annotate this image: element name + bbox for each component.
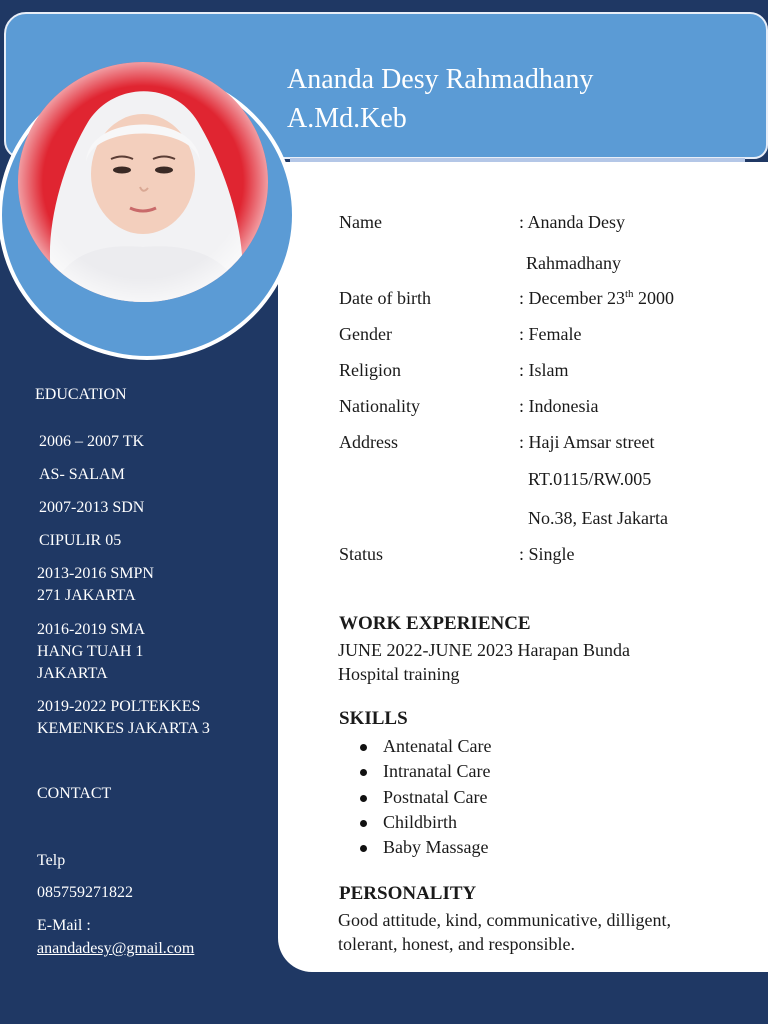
status-value: : Single <box>519 544 575 564</box>
gender-label: Gender <box>339 324 392 344</box>
address-label: Address <box>339 432 398 452</box>
content-panel-corner <box>290 185 768 205</box>
religion-label: Religion <box>339 360 401 380</box>
skills-list <box>356 734 491 860</box>
header-title <box>287 60 593 138</box>
work-line2: Hospital training <box>338 664 460 684</box>
address-line1: : Haji Amsar street <box>519 432 655 452</box>
education-line: 2019-2022 POLTEKKES <box>37 698 201 715</box>
name-value-cont: Rahmadhany <box>526 253 621 273</box>
skill-item: Childbirth <box>356 810 491 835</box>
address-line2: RT.0115/RW.005 <box>528 469 652 489</box>
education-title: EDUCATION <box>35 386 127 403</box>
sidebar <box>0 0 278 1024</box>
contact-title: CONTACT <box>37 785 112 802</box>
dob-value: : December 23th 2000 <box>519 288 675 308</box>
nationality-label: Nationality <box>339 396 420 416</box>
work-title: WORK EXPERIENCE <box>339 613 531 634</box>
email-link[interactable]: anandadesy@gmail.com <box>37 940 195 957</box>
education-line: 2013-2016 SMPN <box>37 565 154 582</box>
education-line: CIPULIR 05 <box>39 532 122 549</box>
content-panel <box>278 162 768 972</box>
personality-title: PERSONALITY <box>339 883 477 904</box>
skill-item: Antenatal Care <box>356 734 491 759</box>
religion-value: : Islam <box>519 360 569 380</box>
full-name: Ananda Desy Rahmadhany <box>287 64 594 95</box>
education-line: KEMENKES JAKARTA 3 <box>37 720 210 737</box>
email-label: E-Mail : <box>37 917 91 934</box>
personality-line1: Good attitude, kind, communicative, dilligent, <box>338 910 671 930</box>
address-line3: No.38, East Jakarta <box>528 508 668 528</box>
education-line: 2007-2013 SDN <box>39 499 145 516</box>
education-line: 271 JAKARTA <box>37 587 136 604</box>
degree: A.Md.Keb <box>287 103 407 134</box>
skill-item: Postnatal Care <box>356 785 491 810</box>
telp-value: 085759271822 <box>37 884 133 901</box>
skill-item: Intranatal Care <box>356 759 491 784</box>
skills-title: SKILLS <box>339 708 408 729</box>
education-line: JAKARTA <box>37 665 108 682</box>
education-line: HANG TUAH 1 <box>37 643 144 660</box>
name-value: : Ananda Desy <box>519 212 625 232</box>
skill-item: Baby Massage <box>356 835 491 860</box>
nationality-value: : Indonesia <box>519 396 599 416</box>
education-line: 2016-2019 SMA <box>37 621 146 638</box>
education-line: AS- SALAM <box>39 466 125 483</box>
name-label: Name <box>339 212 382 232</box>
dob-label: Date of birth <box>339 288 431 308</box>
status-label: Status <box>339 544 384 564</box>
personality-line2: tolerant, honest, and responsible. <box>338 934 575 954</box>
work-line1: JUNE 2022-JUNE 2023 Harapan Bunda <box>338 640 630 660</box>
education-line: 2006 – 2007 TK <box>39 433 145 450</box>
telp-label: Telp <box>37 852 66 869</box>
gender-value: : Female <box>519 324 582 344</box>
